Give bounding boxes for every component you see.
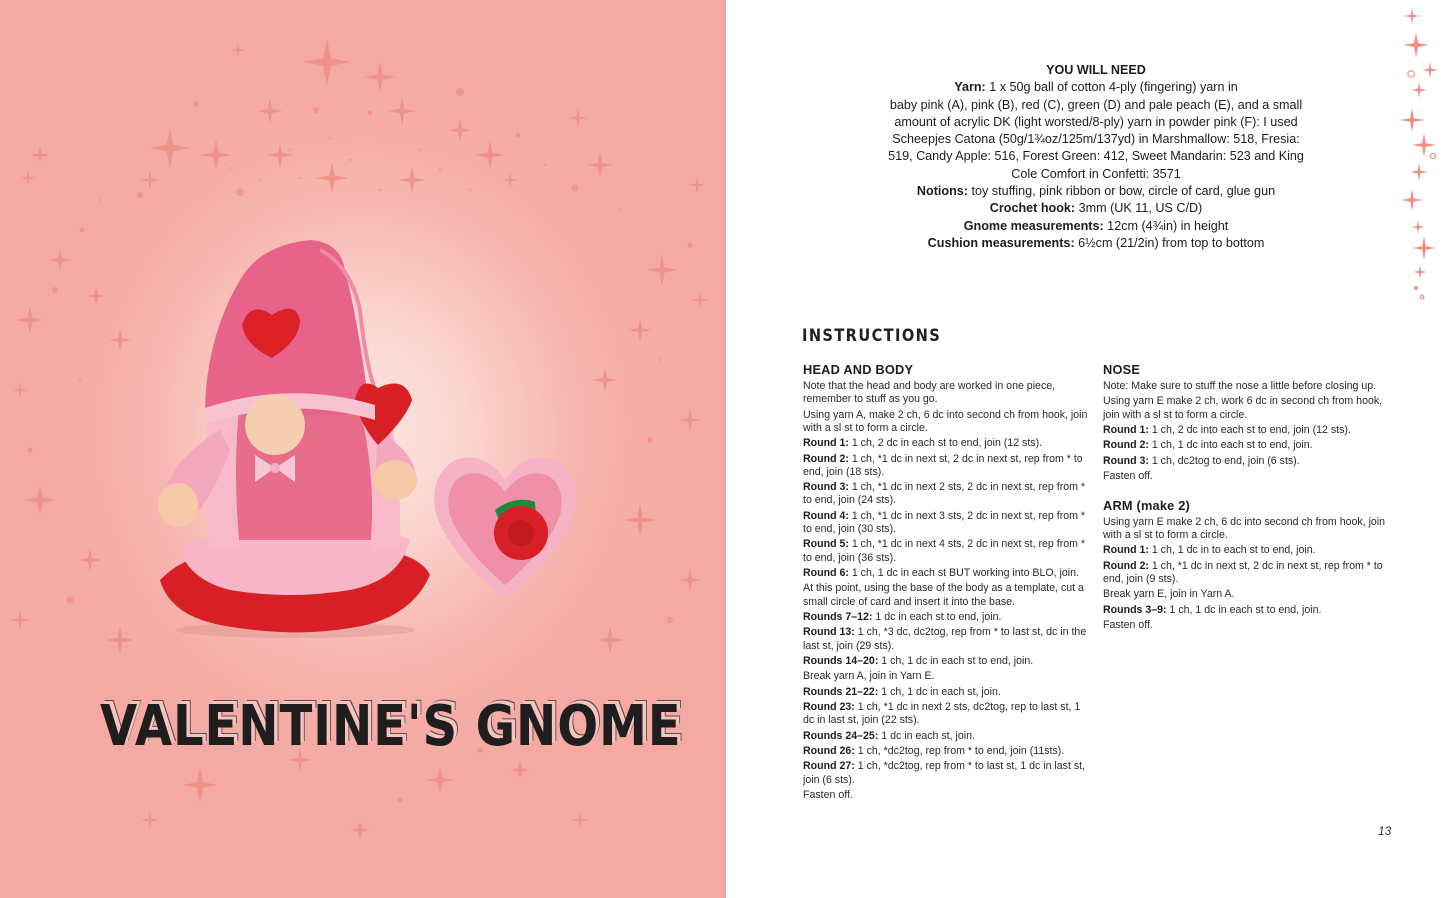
nose-step-text: Fasten off. — [1103, 470, 1153, 483]
head-body-step-text: 1 ch, *dc2tog, rep from * to end, join (11sts). — [854, 745, 1065, 758]
nose-step-text: Using yarn E make 2 ch, work 6 dc in second ch from hook, join with a sl st to form a circle. — [1103, 395, 1383, 421]
head-body-step-text: Note that the head and body are worked in one piece, remember to stuff as you go. — [803, 380, 1056, 406]
head-body-step-label: Round 1: — [803, 437, 849, 450]
head-body-step — [803, 510, 1093, 536]
yarn-line-6: Cole Comfort in Confetti: 3571 — [1011, 166, 1181, 181]
head-body-step-label: Round 4: — [803, 509, 849, 522]
arm-step — [1103, 588, 1393, 601]
head-body-step-text: 1 ch, *3 dc, dc2tog, rep from * to last st, dc in the last st, join (29 sts). — [803, 626, 1087, 652]
nose-step — [1103, 439, 1393, 452]
yarn-line-1: Yarn: 1 x 50g ball of cotton 4-ply (fingering) yarn in — [954, 80, 1238, 95]
head-body-step-label: Round 26: — [803, 745, 855, 758]
yarn-line-5: 519, Candy Apple: 516, Forest Green: 412, Sweet Mandarin: 523 and King — [888, 149, 1304, 164]
right-page-pattern — [726, 0, 1445, 898]
arm-step-text: Break yarn E, join in Yarn A. — [1103, 588, 1235, 601]
yarn-line-4: Scheepjes Catona (50g/1¾oz/125m/137yd) in Marshmallow: 518, Fresia: — [892, 132, 1300, 147]
instructions-heading: INSTRUCTIONS — [802, 326, 942, 346]
nose-step — [1103, 470, 1393, 483]
nose-step — [1103, 395, 1393, 421]
head-and-body-heading: HEAD AND BODY — [803, 362, 914, 377]
nose-step-text: 1 ch, 2 dc into each st to end, join (12 sts). — [1148, 423, 1351, 436]
arm-step-text: 1 ch, 1 dc in each st to end, join. — [1166, 603, 1322, 616]
head-body-step-label: Round 27: — [803, 760, 855, 773]
arm-step — [1103, 604, 1393, 617]
sparkle-column-icon — [1390, 0, 1445, 310]
head-body-step — [803, 437, 1093, 450]
head-body-step-label: Rounds 7–12: — [803, 610, 873, 623]
arm-section — [1103, 498, 1393, 633]
arm-step-label: Round 2: — [1103, 559, 1149, 572]
head-body-step — [803, 701, 1093, 727]
head-body-step — [803, 611, 1093, 624]
head-body-step-text: 1 ch, *1 dc in next st, 2 dc in next st, rep from * to end, join (18 sts). — [803, 452, 1083, 478]
arm-heading: ARM (make 2) — [1103, 497, 1191, 513]
heart-cushion-photo — [425, 440, 585, 610]
head-body-step — [803, 686, 1093, 699]
head-body-step — [803, 538, 1093, 564]
head-body-step-text: 1 ch, *1 dc in next 2 sts, 2 dc in next st, rep from * to end, join (24 sts). — [803, 481, 1086, 507]
page-number: 13 — [1378, 824, 1392, 838]
you-will-need-section — [856, 62, 1336, 252]
head-body-step-text: 1 ch, *1 dc in next 2 sts, dc2tog, rep to last st, 1 dc in last st, join (22 sts). — [803, 701, 1081, 727]
head-body-step — [803, 730, 1093, 743]
head-body-step-label: Round 23: — [803, 701, 855, 714]
head-body-step — [803, 670, 1093, 683]
head-body-step-label: Rounds 14–20: — [803, 654, 879, 667]
head-body-step-text: 1 ch, *1 dc in next 4 sts, 2 dc in next st, rep from * to end, join (36 sts). — [803, 538, 1086, 564]
head-body-step-label: Rounds 21–22: — [803, 685, 879, 698]
head-body-step — [803, 760, 1093, 786]
head-body-step-label: Round 6: — [803, 566, 849, 579]
head-body-step — [803, 567, 1093, 580]
yarn-line-2: baby pink (A), pink (B), red (C), green (D) and pale peach (E), and a small — [889, 97, 1303, 112]
arm-step — [1103, 560, 1393, 586]
nose-step-text: 1 ch, 1 dc into each st to end, join. — [1148, 439, 1313, 452]
arm-step-text: Fasten off. — [1103, 618, 1153, 631]
arm-step-text: Using yarn E make 2 ch, 6 dc into second ch from hook, join with a sl st to form a circle. — [1103, 515, 1386, 541]
head-body-step — [803, 745, 1093, 758]
head-body-step — [803, 789, 1093, 802]
gnome-measurements-line: Gnome measurements: 12cm (4¾in) in height — [963, 218, 1229, 233]
head-body-step-text: 1 ch, *1 dc in next 3 sts, 2 dc in next st, rep from * to end, join (30 sts). — [803, 509, 1086, 535]
nose-step — [1103, 455, 1393, 468]
nose-heading: NOSE — [1103, 362, 1141, 377]
arm-step-label: Round 1: — [1103, 544, 1149, 557]
head-body-step-text: At this point, using the base of the body as a template, cut a small circle of card and insert it into the base. — [803, 582, 1084, 608]
notions-line: Notions: toy stuffing, pink ribbon or bow, circle of card, glue gun — [916, 184, 1276, 199]
head-body-step-text: Using yarn A, make 2 ch, 6 dc into second ch from hook, join with a sl st to form a circle. — [803, 408, 1088, 434]
head-body-step — [803, 409, 1093, 435]
head-body-step — [803, 453, 1093, 479]
arm-step — [1103, 619, 1393, 632]
head-body-step-text: 1 ch, 1 dc in each st to end, join. — [878, 654, 1034, 667]
page-title: VALENTINE'S GNOME — [100, 694, 682, 759]
head-body-step-text: 1 ch, 1 dc in each st, join. — [878, 685, 1001, 698]
arm-step-text: 1 ch, 1 dc in to each st to end, join. — [1148, 544, 1316, 557]
head-body-step-text: 1 ch, *dc2tog, rep from * to last st, 1 dc in last st, join (6 sts). — [803, 760, 1086, 786]
head-and-body-section — [803, 362, 1093, 804]
nose-step — [1103, 380, 1393, 393]
head-body-step-label: Round 13: — [803, 626, 855, 639]
arm-step — [1103, 516, 1393, 542]
nose-and-arm-sections — [1103, 362, 1393, 634]
head-body-step-text: 1 dc in each st to end, join. — [872, 610, 1002, 623]
nose-step-text: Note: Make sure to stuff the nose a little before closing up. — [1103, 380, 1377, 392]
head-body-step-text: 1 ch, 2 dc in each st to end, join (12 sts). — [848, 437, 1043, 450]
yarn-line-3: amount of acrylic DK (light worsted/8-ply) yarn in powder pink (F): I used — [894, 114, 1298, 129]
head-body-step-label: Round 3: — [803, 481, 849, 494]
cushion-measurements-line: Cushion measurements: 6½cm (21/2in) from top to bottom — [927, 235, 1265, 250]
you-will-need-heading: YOU WILL NEED — [1046, 63, 1146, 77]
head-body-step-text: 1 dc in each st, join. — [878, 729, 975, 742]
nose-step-text: 1 ch, dc2tog to end, join (6 sts). — [1148, 454, 1300, 467]
head-body-step — [803, 626, 1093, 652]
nose-step — [1103, 424, 1393, 437]
gnome-photo — [150, 220, 450, 640]
head-body-step — [803, 380, 1093, 406]
arm-step-text: 1 ch, *1 dc in next st, 2 dc in next st, rep from * to end, join (9 sts). — [1103, 559, 1383, 585]
head-body-step — [803, 481, 1093, 507]
nose-step-label: Round 2: — [1103, 439, 1149, 452]
head-body-step — [803, 655, 1093, 668]
head-body-step-label: Rounds 24–25: — [803, 729, 879, 742]
nose-step-label: Round 3: — [1103, 454, 1149, 467]
head-body-step-text: Fasten off. — [803, 789, 853, 802]
arm-step — [1103, 544, 1393, 557]
head-body-step-label: Round 2: — [803, 452, 849, 465]
nose-step-label: Round 1: — [1103, 423, 1149, 436]
crochet-hook-line: Crochet hook: 3mm (UK 11, US C/D) — [989, 201, 1203, 216]
head-body-step-text: Break yarn A, join in Yarn E. — [803, 670, 935, 683]
arm-step-label: Rounds 3–9: — [1103, 603, 1167, 616]
head-body-step — [803, 582, 1093, 608]
nose-section — [1103, 362, 1393, 483]
head-body-step-label: Round 5: — [803, 538, 849, 551]
head-body-step-text: 1 ch, 1 dc in each st BUT working into BLO, join. — [848, 566, 1079, 579]
